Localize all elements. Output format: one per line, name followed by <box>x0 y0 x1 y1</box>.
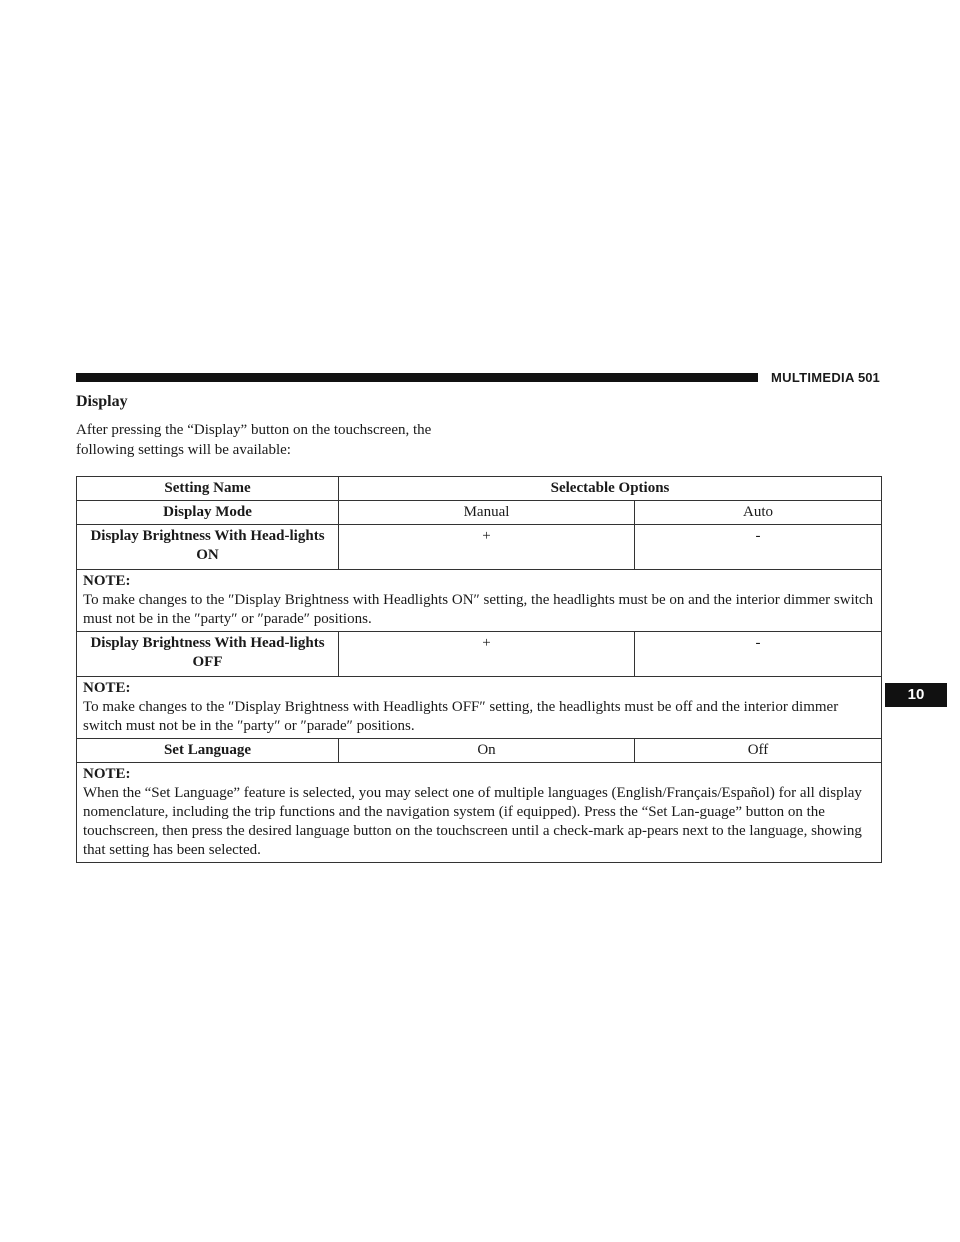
header-section-title: MULTIMEDIA <box>771 370 855 385</box>
table-header-row <box>77 477 882 501</box>
header-setting-name: Setting Name <box>77 477 339 501</box>
setting-name-cell: Display Brightness With Head-lights OFF <box>77 632 339 677</box>
setting-name-cell: Display Brightness With Head-lights ON <box>77 525 339 570</box>
note-text: When the “Set Language” feature is selected, you may select one of multiple languages (English/Français/Español) for all display nomenclature, including the trip functions and the navigation system (if equipped). Press the “Set Lan-guage” button on the touchscreen, then press the desired language button on the touchscreen until a check-mark ap-pears next to the language, showing that setting has been selected. <box>83 785 862 858</box>
header-selectable-options: Selectable Options <box>339 477 882 501</box>
note-cell <box>77 677 882 739</box>
intro-paragraph: After pressing the “Display” button on the touchscreen, the following settings will be available: <box>76 422 432 458</box>
option-cell: Auto <box>635 501 882 525</box>
note-cell <box>77 763 882 863</box>
option-cell: - <box>635 632 882 677</box>
option-cell: Off <box>635 739 882 763</box>
header-rule <box>76 373 758 382</box>
note-row <box>77 763 882 863</box>
note-label: NOTE: <box>83 766 131 782</box>
table-row <box>77 501 882 525</box>
section-title: Display <box>76 393 128 410</box>
table-row <box>77 525 882 570</box>
option-cell: + <box>339 525 635 570</box>
option-cell: Manual <box>339 501 635 525</box>
table-row <box>77 632 882 677</box>
note-label: NOTE: <box>83 573 131 589</box>
note-row <box>77 570 882 632</box>
page-number: 501 <box>858 370 880 385</box>
option-cell: On <box>339 739 635 763</box>
setting-name-cell: Set Language <box>77 739 339 763</box>
note-cell <box>77 570 882 632</box>
settings-table <box>76 476 882 863</box>
option-cell: + <box>339 632 635 677</box>
note-text: To make changes to the ″Display Brightness with Headlights OFF″ setting, the headlights must be off and the interior dimmer switch must not be in the ″party″ or ″parade″ positions. <box>83 699 839 734</box>
chapter-tab: 10 <box>885 683 947 707</box>
note-label: NOTE: <box>83 680 131 696</box>
setting-name-cell: Display Mode <box>77 501 339 525</box>
note-row <box>77 677 882 739</box>
note-text: To make changes to the ″Display Brightness with Headlights ON″ setting, the headlights must be on and the interior dimmer switch must not be in the ″party″ or ″parade″ positions. <box>83 592 874 627</box>
option-cell: - <box>635 525 882 570</box>
table-row <box>77 739 882 763</box>
